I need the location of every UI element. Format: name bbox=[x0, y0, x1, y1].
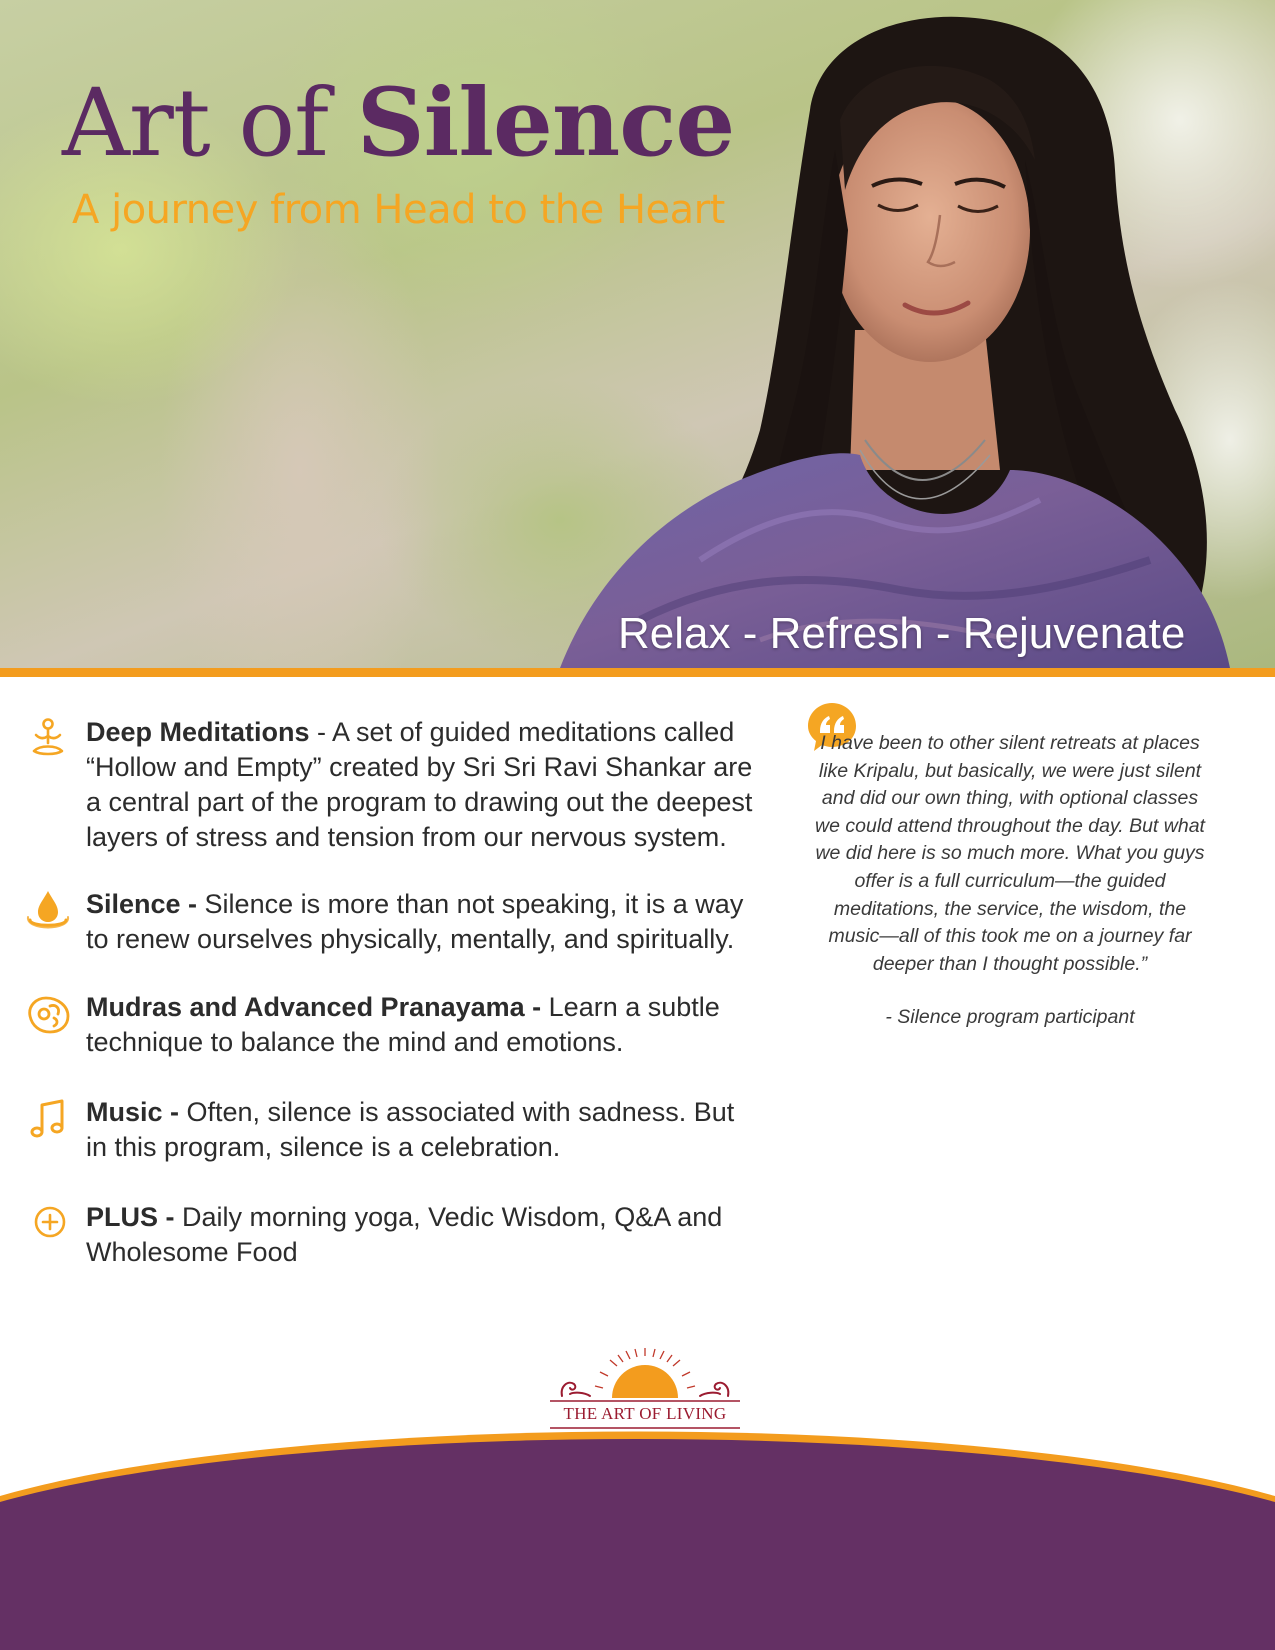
feature-description: Daily morning yoga, Vedic Wisdom, Q&A and Wholesome Food bbox=[86, 1202, 723, 1267]
logo-text: THE ART OF LIVING bbox=[563, 1404, 727, 1423]
feature-description: Silence is more than not speaking, it is a way to renew ourselves physically, mentally, and spiritually. bbox=[86, 889, 744, 954]
tagline: Relax - Refresh - Rejuvenate bbox=[618, 609, 1186, 658]
title-bold: Silence bbox=[356, 68, 735, 178]
hero-banner bbox=[0, 0, 1275, 668]
footer-wave bbox=[0, 1430, 1275, 1650]
feature-description: Learn a subtle technique to balance the mind and emotions. bbox=[86, 992, 720, 1057]
feature-text bbox=[86, 1200, 756, 1270]
feature-title: Deep Meditations bbox=[86, 717, 310, 747]
music-note-icon bbox=[24, 1095, 72, 1143]
title-regular: Art of bbox=[62, 69, 357, 178]
page-title bbox=[62, 68, 735, 178]
feature-title: PLUS - bbox=[86, 1202, 175, 1232]
meditation-pose-icon bbox=[24, 715, 72, 763]
feature-text bbox=[86, 1095, 756, 1165]
feature-text bbox=[86, 990, 756, 1060]
mudra-hand-icon bbox=[24, 990, 72, 1038]
feature-description: - A set of guided meditations called “Hollow and Empty” created by Sri Sri Ravi Shankar are a central part of the program to drawing out the deepest layers of stress and tension from our nervous system. bbox=[86, 717, 753, 852]
feature-title: Music - bbox=[86, 1097, 180, 1127]
feature-title: Mudras and Advanced Pranayama - bbox=[86, 992, 542, 1022]
orange-divider bbox=[0, 668, 1275, 677]
plus-circle-icon bbox=[24, 1200, 72, 1248]
feature-text bbox=[86, 715, 756, 855]
testimonial-quote: I have been to other silent retreats at places like Kripalu, but basically, we were just silent and did our own thing, with optional classes we could attend throughout the day. But what we did here is so much more. What you guys offer is a full curriculum—the guided meditations, the service, the wisdom, the music—all of this took me on a journey far deeper than I thought possible.” bbox=[815, 732, 1205, 975]
testimonial-attribution: - Silence program participant bbox=[885, 1006, 1135, 1028]
feature-title: Silence - bbox=[86, 889, 198, 919]
feature-text bbox=[86, 887, 756, 957]
page-subtitle: A journey from Head to the Heart bbox=[72, 187, 725, 233]
water-drop-icon bbox=[24, 887, 72, 935]
feature-description: Often, silence is associated with sadness. But in this program, silence is a celebration. bbox=[86, 1097, 735, 1162]
